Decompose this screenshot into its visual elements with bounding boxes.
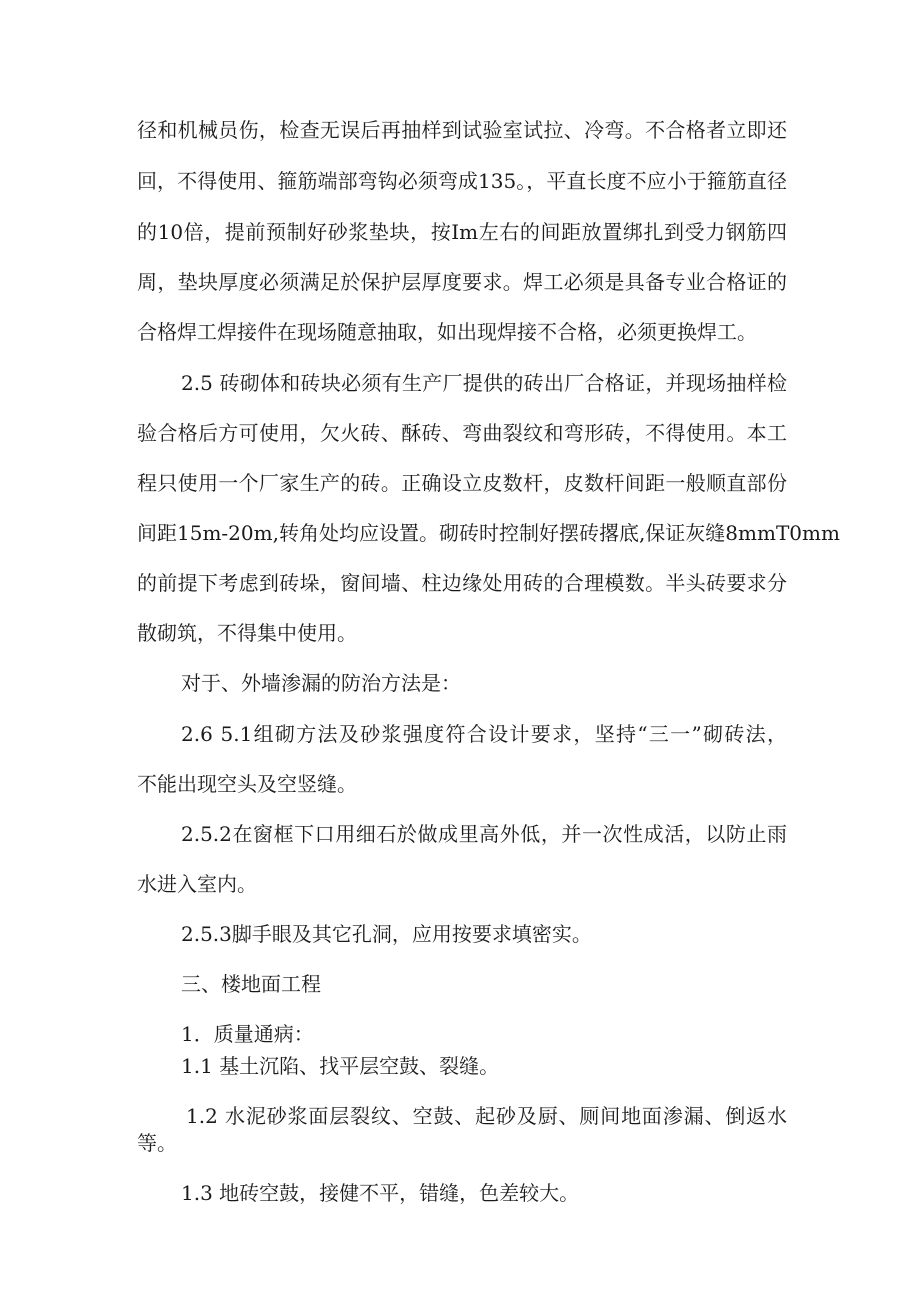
paragraph-line: 对于、外墙渗漏的防治方法是：: [181, 671, 461, 695]
paragraph-line: 程只使用一个厂家生产的砖。正确设立皮数杆，皮数杆间距一般顺直部份: [137, 471, 787, 495]
list-item: 1.3 地砖空鼓，接健不平，错缝，色差较大。: [181, 1181, 580, 1205]
paragraph-line: 散砌筑，不得集中使用。: [137, 621, 357, 645]
paragraph-line: 合格焊工焊接件在现场随意抽取，如出现焊接不合格，必须更换焊工。: [137, 320, 757, 344]
list-item-continuation: 等。: [137, 1131, 177, 1155]
paragraph-line: 不能出现空头及空竖缝。: [137, 772, 357, 796]
paragraph-line: 2.6 5.1组砌方法及砂浆强度符合设计要求，坚持“三一”砌砖法，: [181, 722, 787, 746]
list-item: 1.2 水泥砂浆面层裂纹、空鼓、起砂及厨、厕间地面渗漏、倒返水: [186, 1104, 787, 1128]
paragraph-line: 的10倍，提前预制好砂浆垫块，按Im左右的间距放置绑扎到受力钢筋四: [137, 220, 787, 244]
list-item: 1.1 基土沉陷、找平层空鼓、裂缝。: [181, 1054, 500, 1078]
paragraph-line: 验合格后方可使用，欠火砖、酥砖、弯曲裂纹和弯形砖，不得使用。本工: [137, 421, 787, 445]
paragraph-line: 水进入室内。: [137, 872, 257, 896]
section-heading: 三、楼地面工程: [181, 972, 321, 996]
paragraph-line: 2.5.3脚手眼及其它孔洞，应用按要求填密实。: [181, 922, 592, 946]
paragraph-line: 回，不得使用、箍筋端部弯钩必须弯成135。，平直长度不应小于箍筋直径: [137, 169, 787, 193]
paragraph-line: 的前提下考虑到砖垛，窗间墙、柱边缘处用砖的合理模数。半头砖要求分: [137, 571, 787, 595]
paragraph-line: 间距15m-20m,转角处均应设置。砌砖时控制好摆砖撂底,保证灰缝8mmT0mm: [137, 521, 840, 545]
subsection-heading: 1．质量通病：: [181, 1022, 314, 1046]
paragraph-line: 周，垫块厚度必须满足於保护层厚度要求。焊工必须是具备专业合格证的: [137, 270, 787, 294]
paragraph-line: 2.5.2在窗框下口用细石於做成里高外低，并一次性成活，以防止雨: [181, 822, 787, 846]
paragraph-line: 2.5 砖砌体和砖块必须有生产厂提供的砖出厂合格证，并现场抽样检: [181, 371, 787, 395]
paragraph-line: 径和机械员伤，检查无误后再抽样到试验室试拉、冷弯。不合格者立即还: [137, 118, 787, 142]
